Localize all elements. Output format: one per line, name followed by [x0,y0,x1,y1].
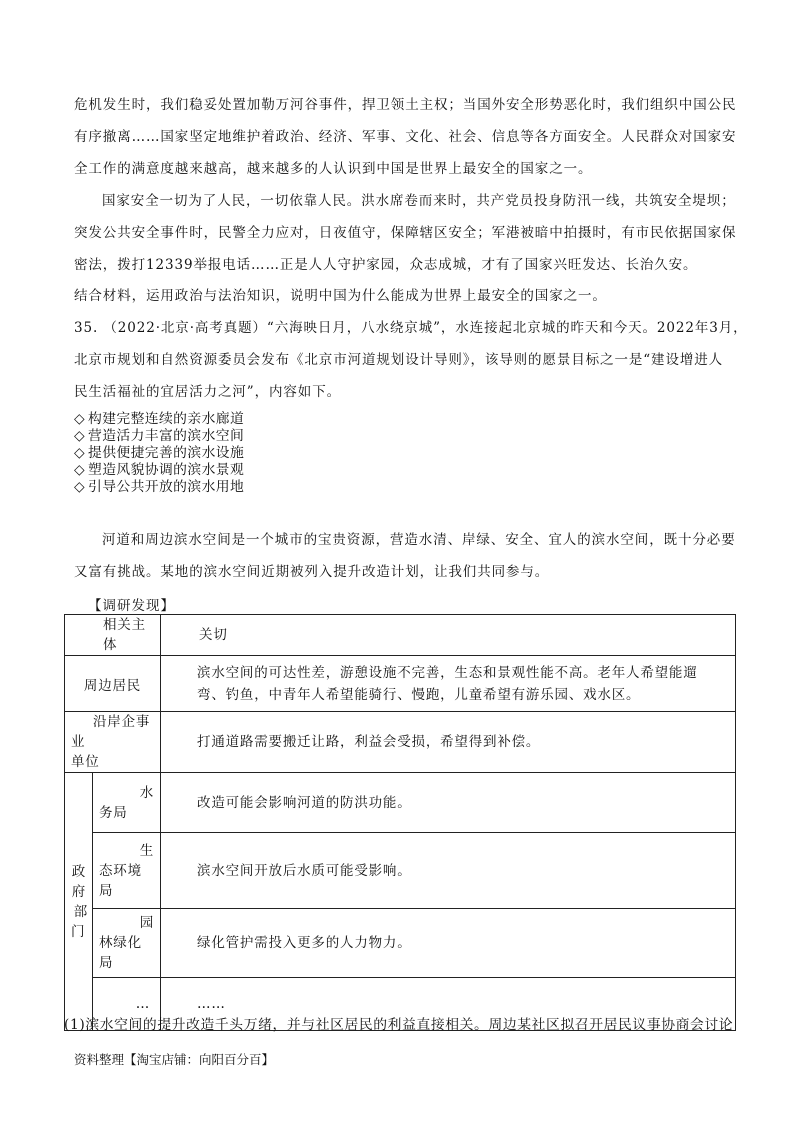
concern-cell: 绿化管护需投入更多的人力物力。 [161,909,736,978]
diamond-icon: ◇ [74,411,86,427]
question-prompt: 结合材料，运用政治与法治知识，说明中国为什么能成为世界上最安全的国家之一。 [74,288,607,304]
list-item: ◇ 营造活力丰富的滨水空间 [74,428,245,444]
list-item: ◇ 塑造风貌协调的滨水景观 [74,462,245,478]
concern-cell: 滨水空间开放后水质可能受影响。 [161,833,736,909]
dept-cell: 园 林绿化 局 [93,909,161,978]
table-header-row [65,615,736,656]
paragraph-line: 又富有挑战。某地的滨水空间近期被列入提升改造计划，让我们共同参与。 [74,564,550,580]
table-row [65,773,736,833]
section-label: 【调研发现】 [88,598,175,614]
sub-question: (1)滨水空间的提升改造千头万绪，并与社区居民的利益直接相关。周边某社区拟召开居民议事协商会讨论 [64,1017,734,1033]
diamond-icon: ◇ [74,428,86,444]
paragraph-line: 有序撤离……国家坚定地维护着政治、经济、军事、文化、社会、信息等各方面安全。人民群众对国家安 [74,129,737,145]
diamond-icon: ◇ [74,462,86,478]
subject-cell-government: 政 府部 门 [65,773,93,1031]
table-row [65,712,736,773]
concern-cell: 滨水空间的可达性差，游憩设施不完善，生态和景观性能不高。老年人希望能遛弯、钓鱼，中青年人希望能骑行、慢跑，儿童希望有游乐园、戏水区。 [161,656,736,712]
dept-cell: 水 务局 [93,773,161,833]
list-item: ◇ 引导公共开放的滨水用地 [74,479,245,495]
paragraph-line: 国家安全一切为了人民，一切依靠人民。洪水席卷而来时，共产党员投身防汛一线，共筑安全堤坝； [102,193,736,209]
footer-source: 资料整理【淘宝店铺：向阳百分百】 [74,1052,275,1067]
diamond-icon: ◇ [74,479,86,495]
paragraph-line: 民生活福祉的宜居活力之河”，内容如下。 [74,384,342,400]
survey-table [64,614,736,1031]
question-header: 35. （2022·北京·高考真题）“六海映日月，八水绕京城”，水连接起北京城的昨天和今天。2022年3月， [74,320,748,336]
paragraph-line: 北京市规划和自然资源委员会发布《北京市河道规划设计导则》，该导则的愿景目标之一是“建设增进人 [74,352,724,368]
subject-cell: 周边居民 [65,656,161,712]
concern-cell: 打通道路需要搬迁让路，利益会受损，希望得到补偿。 [161,712,736,773]
paragraph-line: 全工作的满意度越来越高，越来越多的人认识到中国是世界上最安全的国家之一。 [74,161,593,177]
list-item: ◇ 提供便捷完善的滨水设施 [74,445,245,461]
table-row [65,833,736,909]
subject-cell: 沿岸企事业 单位 [65,712,161,773]
diamond-icon: ◇ [74,445,86,461]
table-row [65,909,736,978]
header-concern: 关切 [161,615,736,656]
paragraph-line: 突发公共安全事件时，民警全力应对，日夜值守，保障辖区安全；军港被暗中拍摄时，有市民依据国家保 [74,225,737,241]
dept-cell: … [93,978,161,1031]
dept-cell: 生 态环境 局 [93,833,161,909]
paragraph-line: 密法，拨打12339举报电话……正是人人守护家园，众志成城，才有了国家兴旺发达、长治久安。 [74,257,698,273]
list-item: ◇ 构建完整连续的亲水廊道 [74,411,245,427]
concern-cell: 改造可能会影响河道的防洪功能。 [161,773,736,833]
header-subject: 相关主体 [65,615,161,656]
paragraph-line: 河道和周边滨水空间是一个城市的宝贵资源，营造水清、岸绿、安全、宜人的滨水空间，既十分必要 [102,532,736,548]
table-row [65,656,736,712]
vision-list [74,411,254,496]
paragraph-line: 危机发生时，我们稳妥处置加勒万河谷事件，捍卫领土主权；当国外安全形势恶化时，我们组织中国公民 [74,97,737,113]
concern-cell: …… [161,978,736,1031]
